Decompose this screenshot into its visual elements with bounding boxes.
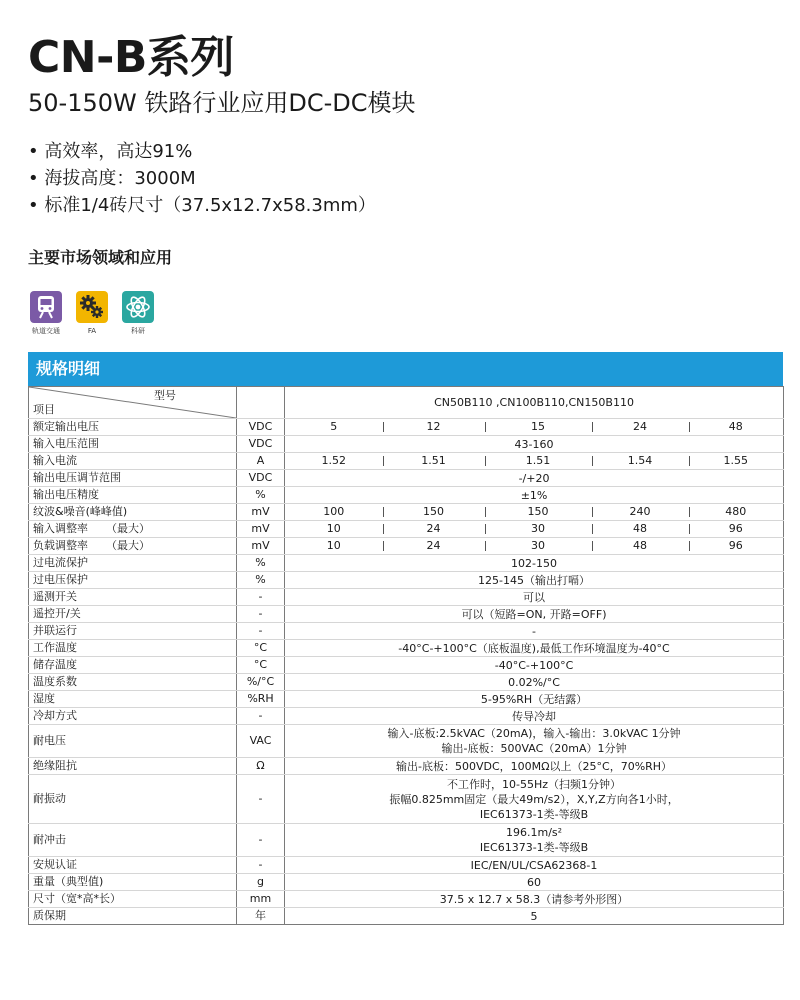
table-row: [29, 555, 784, 572]
row-value: 102-150: [285, 555, 784, 572]
table-row: [29, 874, 784, 891]
row-item-name: 纹波&噪音(峰峰值): [33, 505, 128, 518]
row-item: [29, 555, 237, 572]
spec-table: [28, 386, 784, 925]
table-row: [29, 436, 784, 453]
row-value: 5-95%RH（无结露）: [285, 691, 784, 708]
row-value: 30: [485, 521, 592, 538]
row-unit: °C: [237, 657, 285, 674]
row-value: 1.52: [285, 453, 383, 470]
row-item-name: 安规认证: [33, 858, 77, 871]
row-unit: VAC: [237, 725, 285, 758]
feature-item: • 标准1/4砖尺寸（37.5x12.7x58.3mm）: [28, 192, 376, 219]
row-value: -40°C-+100°C（底板温度),最低工作环境温度为-40°C: [285, 640, 784, 657]
application-research: [121, 291, 155, 336]
row-item-name: 冷却方式: [33, 709, 77, 722]
row-item: [29, 640, 237, 657]
row-item-qualifier: （最大）: [106, 539, 150, 552]
row-item-name: 过电压保护: [33, 573, 88, 586]
row-value: 100: [285, 504, 383, 521]
row-value: 1.55: [689, 453, 784, 470]
row-value: 43-160: [285, 436, 784, 453]
row-item: [29, 824, 237, 857]
row-value: 可以: [285, 589, 784, 606]
row-value: 125-145（输出打嗝）: [285, 572, 784, 589]
row-value: 1.51: [485, 453, 592, 470]
row-value: 240: [592, 504, 689, 521]
row-value-line: 输入-底板:2.5kVAC（20mA)，输入-输出：3.0kVAC 1分钟: [387, 727, 681, 740]
row-unit: g: [237, 874, 285, 891]
market-section-title: 主要市场领域和应用: [28, 248, 173, 267]
row-value: 150: [383, 504, 485, 521]
row-value: 5: [285, 908, 784, 925]
row-value: [285, 824, 784, 857]
table-row: [29, 623, 784, 640]
row-item-name: 耐电压: [33, 734, 66, 747]
row-value-line: 196.1m/s²: [506, 826, 563, 839]
row-value: 96: [689, 538, 784, 555]
row-item-name: 温度系数: [33, 675, 77, 688]
row-item: [29, 874, 237, 891]
page-title: CN-B系列: [28, 32, 234, 83]
feature-item: • 海拔高度：3000M: [28, 165, 376, 192]
row-value: 48: [592, 538, 689, 555]
row-item-name: 额定输出电压: [33, 420, 99, 433]
row-item-name: 储存温度: [33, 658, 77, 671]
row-item: [29, 623, 237, 640]
row-item: [29, 657, 237, 674]
table-row: [29, 487, 784, 504]
table-row: [29, 725, 784, 758]
row-value: 48: [689, 419, 784, 436]
row-item: [29, 504, 237, 521]
table-row: [29, 775, 784, 824]
spec-section-header: 规格明细: [28, 352, 783, 386]
row-value: 传导冷却: [285, 708, 784, 725]
table-header-row: [29, 387, 784, 419]
row-unit: mV: [237, 538, 285, 555]
application-label: FA: [87, 327, 97, 335]
row-value: 24: [592, 419, 689, 436]
row-item: [29, 453, 237, 470]
row-value: [285, 725, 784, 758]
table-row: [29, 504, 784, 521]
header-models: CN50B110 ,CN100B110,CN150B110: [285, 387, 784, 419]
row-item-name: 输出电压精度: [33, 488, 99, 501]
row-item-name: 遥测开关: [33, 590, 77, 603]
application-fa: [75, 291, 109, 336]
row-value: 96: [689, 521, 784, 538]
row-value: 12: [383, 419, 485, 436]
row-item-name: 输入调整率: [33, 522, 88, 535]
row-item-name: 耐冲击: [33, 833, 66, 846]
row-item: [29, 487, 237, 504]
table-row: [29, 640, 784, 657]
row-unit: mm: [237, 891, 285, 908]
row-value: 1.51: [383, 453, 485, 470]
row-value: IEC/EN/UL/CSA62368-1: [285, 857, 784, 874]
row-item-name: 输出电压调节范围: [33, 471, 121, 484]
row-item: [29, 674, 237, 691]
row-item: [29, 857, 237, 874]
row-unit: mV: [237, 504, 285, 521]
row-item: [29, 606, 237, 623]
header-model-label: 型号: [154, 389, 176, 402]
table-row: [29, 453, 784, 470]
row-item-name: 绝缘阻抗: [33, 759, 77, 772]
table-row: [29, 674, 784, 691]
row-item-name: 遥控开/关: [33, 607, 81, 620]
atom-icon: [122, 291, 154, 323]
table-header-corner: [29, 387, 237, 419]
row-item-name: 负载调整率: [33, 539, 88, 552]
table-row: [29, 758, 784, 775]
diagonal-divider: [29, 387, 236, 418]
row-item-qualifier: （最大）: [106, 522, 150, 535]
row-value: -: [285, 623, 784, 640]
row-item-name: 过电流保护: [33, 556, 88, 569]
header-item-label: 项目: [33, 403, 55, 416]
table-row: [29, 589, 784, 606]
row-unit: VDC: [237, 436, 285, 453]
row-value: 48: [592, 521, 689, 538]
table-row: [29, 419, 784, 436]
row-unit: -: [237, 606, 285, 623]
row-value: 24: [383, 521, 485, 538]
row-item: [29, 521, 237, 538]
row-value-line: IEC61373-1类-等级B: [479, 807, 589, 821]
row-unit: °C: [237, 640, 285, 657]
train-icon: [30, 291, 62, 323]
table-row: [29, 521, 784, 538]
row-item: [29, 589, 237, 606]
row-value: 10: [285, 521, 383, 538]
row-value: 输出-底板：500VDC，100MΩ以上（25°C，70%RH）: [285, 758, 784, 775]
row-value: -/+20: [285, 470, 784, 487]
row-unit: mV: [237, 521, 285, 538]
row-value: ±1%: [285, 487, 784, 504]
row-item-name: 工作温度: [33, 641, 77, 654]
row-item: [29, 691, 237, 708]
row-value: 可以（短路=ON, 开路=OFF): [285, 606, 784, 623]
row-item-name: 重量（典型值): [33, 875, 104, 888]
row-unit: VDC: [237, 470, 285, 487]
row-item-name: 耐振动: [33, 792, 66, 805]
application-label: 轨道交通: [32, 327, 60, 335]
table-row: [29, 572, 784, 589]
row-item: [29, 708, 237, 725]
row-value-line: 不工作时，10-55Hz（扫频1分钟）: [447, 777, 622, 791]
row-item: [29, 538, 237, 555]
feature-item: • 高效率，高达91%: [28, 138, 376, 165]
row-value: [285, 775, 784, 824]
table-row: [29, 857, 784, 874]
row-value: 0.02%/°C: [285, 674, 784, 691]
row-item: [29, 572, 237, 589]
row-value: 480: [689, 504, 784, 521]
table-row: [29, 538, 784, 555]
row-unit: %/°C: [237, 674, 285, 691]
row-unit: %: [237, 487, 285, 504]
row-item: [29, 419, 237, 436]
row-item: [29, 725, 237, 758]
feature-list: [28, 138, 376, 219]
row-unit: %RH: [237, 691, 285, 708]
row-unit: -: [237, 857, 285, 874]
application-rail-transit: [29, 291, 63, 336]
row-item: [29, 908, 237, 925]
table-row: [29, 824, 784, 857]
row-value: 1.54: [592, 453, 689, 470]
row-unit: -: [237, 589, 285, 606]
row-item-name: 质保期: [33, 909, 66, 922]
row-unit: -: [237, 775, 285, 824]
table-row: [29, 606, 784, 623]
row-item: [29, 775, 237, 824]
row-value: 37.5 x 12.7 x 58.3（请参考外形图）: [285, 891, 784, 908]
row-value: 5: [285, 419, 383, 436]
row-unit: -: [237, 708, 285, 725]
row-item-name: 尺寸（宽*高*长）: [33, 892, 121, 905]
row-item-name: 输入电压范围: [33, 437, 99, 450]
row-value: 60: [285, 874, 784, 891]
row-item-name: 输入电流: [33, 454, 77, 467]
row-item: [29, 758, 237, 775]
table-row: [29, 708, 784, 725]
row-item: [29, 891, 237, 908]
row-item: [29, 470, 237, 487]
row-item-name: 湿度: [33, 692, 55, 705]
row-item: [29, 436, 237, 453]
row-unit: -: [237, 623, 285, 640]
row-value-line: IEC61373-1类-等级B: [479, 841, 589, 854]
table-row: [29, 470, 784, 487]
table-row: [29, 657, 784, 674]
application-label: 科研: [131, 327, 145, 335]
row-unit: %: [237, 572, 285, 589]
row-value: 30: [485, 538, 592, 555]
row-value-line: 输出-底板：500VAC（20mA）1分钟: [441, 742, 627, 755]
row-value: 150: [485, 504, 592, 521]
page-subtitle: 50-150W 铁路行业应用DC-DC模块: [28, 89, 416, 117]
row-unit: -: [237, 824, 285, 857]
spec-table-container: [28, 386, 783, 925]
gears-icon: [76, 291, 108, 323]
row-value: 10: [285, 538, 383, 555]
row-value: -40°C-+100°C: [285, 657, 784, 674]
row-unit: Ω: [237, 758, 285, 775]
row-unit: VDC: [237, 419, 285, 436]
row-item-name: 并联运行: [33, 624, 77, 637]
row-value-line: 振幅0.825mm固定（最大49m/s2），X,Y,Z方向各1小时，: [389, 792, 679, 806]
table-row: [29, 691, 784, 708]
table-row: [29, 891, 784, 908]
row-unit: %: [237, 555, 285, 572]
row-unit: 年: [237, 908, 285, 925]
row-value: 15: [485, 419, 592, 436]
table-row: [29, 908, 784, 925]
row-value: 24: [383, 538, 485, 555]
header-unit-cell: [237, 387, 285, 419]
row-unit: A: [237, 453, 285, 470]
